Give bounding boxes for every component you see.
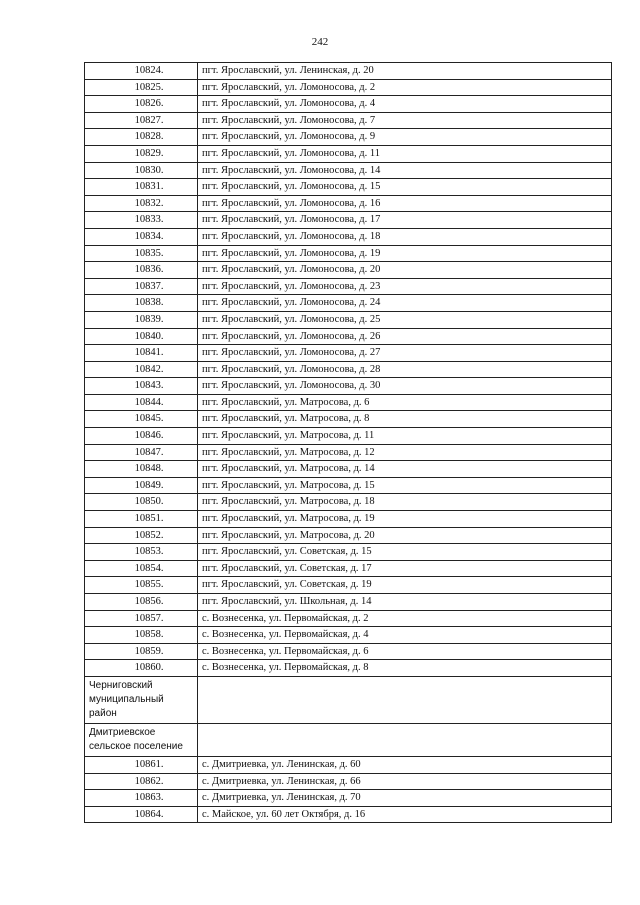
- table-row: [85, 195, 612, 212]
- row-number: 10834.: [85, 228, 198, 245]
- row-address: пгт. Ярославский, ул. Школьная, д. 14: [198, 594, 612, 611]
- address-table-body: [85, 63, 612, 677]
- section-row-district: [85, 676, 612, 723]
- row-number: 10825.: [85, 79, 198, 96]
- table-row: [85, 461, 612, 478]
- section-label-district: Черниговский муниципальный район: [85, 676, 198, 723]
- row-address: пгт. Ярославский, ул. Матросова, д. 6: [198, 394, 612, 411]
- row-number: 10827.: [85, 112, 198, 129]
- row-number: 10841.: [85, 345, 198, 362]
- table-row: [85, 411, 612, 428]
- table-row: [85, 627, 612, 644]
- table-row: [85, 610, 612, 627]
- table-row: [85, 112, 612, 129]
- row-number: 10843.: [85, 378, 198, 395]
- table-row: [85, 756, 612, 773]
- address-table: [84, 62, 612, 823]
- row-number: 10852.: [85, 527, 198, 544]
- row-number: 10830.: [85, 162, 198, 179]
- row-address: пгт. Ярославский, ул. Ломоносова, д. 23: [198, 278, 612, 295]
- row-number: 10860.: [85, 660, 198, 677]
- row-address: пгт. Ярославский, ул. Ленинская, д. 20: [198, 63, 612, 80]
- table-row: [85, 594, 612, 611]
- row-address: пгт. Ярославский, ул. Ломоносова, д. 9: [198, 129, 612, 146]
- row-address: пгт. Ярославский, ул. Ломоносова, д. 2: [198, 79, 612, 96]
- row-address: с. Дмитриевка, ул. Ленинская, д. 70: [198, 790, 612, 807]
- table-row: [85, 96, 612, 113]
- row-address: пгт. Ярославский, ул. Матросова, д. 15: [198, 477, 612, 494]
- row-address: с. Дмитриевка, ул. Ленинская, д. 60: [198, 756, 612, 773]
- table-row: [85, 228, 612, 245]
- table-row: [85, 63, 612, 80]
- row-number: 10849.: [85, 477, 198, 494]
- table-row: [85, 378, 612, 395]
- row-number: 10829.: [85, 145, 198, 162]
- address-table-body-2: [85, 756, 612, 822]
- row-address: пгт. Ярославский, ул. Ломоносова, д. 26: [198, 328, 612, 345]
- table-row: [85, 527, 612, 544]
- row-address: пгт. Ярославский, ул. Ломоносова, д. 14: [198, 162, 612, 179]
- table-row: [85, 444, 612, 461]
- row-address: пгт. Ярославский, ул. Ломоносова, д. 19: [198, 245, 612, 262]
- table-row: [85, 79, 612, 96]
- row-address: пгт. Ярославский, ул. Ломоносова, д. 17: [198, 212, 612, 229]
- row-address: пгт. Ярославский, ул. Ломоносова, д. 27: [198, 345, 612, 362]
- table-row: [85, 394, 612, 411]
- row-address: пгт. Ярославский, ул. Ломоносова, д. 7: [198, 112, 612, 129]
- row-number: 10826.: [85, 96, 198, 113]
- row-address: пгт. Ярославский, ул. Ломоносова, д. 15: [198, 179, 612, 196]
- table-row: [85, 790, 612, 807]
- row-number: 10824.: [85, 63, 198, 80]
- row-number: 10846.: [85, 428, 198, 445]
- row-address: пгт. Ярославский, ул. Советская, д. 19: [198, 577, 612, 594]
- table-row: [85, 806, 612, 823]
- row-address: с. Вознесенка, ул. Первомайская, д. 8: [198, 660, 612, 677]
- row-address: пгт. Ярославский, ул. Матросова, д. 12: [198, 444, 612, 461]
- row-address: пгт. Ярославский, ул. Советская, д. 17: [198, 560, 612, 577]
- row-number: 10863.: [85, 790, 198, 807]
- table-row: [85, 212, 612, 229]
- row-number: 10833.: [85, 212, 198, 229]
- row-address: пгт. Ярославский, ул. Матросова, д. 19: [198, 511, 612, 528]
- row-address: пгт. Ярославский, ул. Ломоносова, д. 20: [198, 262, 612, 279]
- row-number: 10858.: [85, 627, 198, 644]
- table-row: [85, 278, 612, 295]
- table-row: [85, 328, 612, 345]
- row-number: 10837.: [85, 278, 198, 295]
- row-number: 10847.: [85, 444, 198, 461]
- table-row: [85, 295, 612, 312]
- section-empty-cell: [198, 723, 612, 756]
- row-address: с. Вознесенка, ул. Первомайская, д. 2: [198, 610, 612, 627]
- row-address: пгт. Ярославский, ул. Ломоносова, д. 30: [198, 378, 612, 395]
- row-number: 10856.: [85, 594, 198, 611]
- section-empty-cell: [198, 676, 612, 723]
- row-address: с. Майское, ул. 60 лет Октября, д. 16: [198, 806, 612, 823]
- row-number: 10859.: [85, 643, 198, 660]
- row-address: с. Вознесенка, ул. Первомайская, д. 6: [198, 643, 612, 660]
- table-row: [85, 262, 612, 279]
- row-number: 10861.: [85, 756, 198, 773]
- row-number: 10831.: [85, 179, 198, 196]
- row-address: пгт. Ярославский, ул. Ломоносова, д. 4: [198, 96, 612, 113]
- row-address: пгт. Ярославский, ул. Матросова, д. 8: [198, 411, 612, 428]
- row-address: с. Вознесенка, ул. Первомайская, д. 4: [198, 627, 612, 644]
- row-address: пгт. Ярославский, ул. Матросова, д. 11: [198, 428, 612, 445]
- row-address: пгт. Ярославский, ул. Ломоносова, д. 11: [198, 145, 612, 162]
- row-number: 10838.: [85, 295, 198, 312]
- row-address: пгт. Ярославский, ул. Матросова, д. 20: [198, 527, 612, 544]
- table-row: [85, 643, 612, 660]
- section-label-settlement: Дмитриевское сельское поселение: [85, 723, 198, 756]
- row-address: пгт. Ярославский, ул. Ломоносова, д. 24: [198, 295, 612, 312]
- table-row: [85, 345, 612, 362]
- table-row: [85, 660, 612, 677]
- district-section: [85, 676, 612, 756]
- table-row: [85, 162, 612, 179]
- table-row: [85, 179, 612, 196]
- row-number: 10845.: [85, 411, 198, 428]
- table-row: [85, 773, 612, 790]
- row-number: 10848.: [85, 461, 198, 478]
- row-address: пгт. Ярославский, ул. Матросова, д. 18: [198, 494, 612, 511]
- table-row: [85, 145, 612, 162]
- table-row: [85, 544, 612, 561]
- row-address: пгт. Ярославский, ул. Ломоносова, д. 18: [198, 228, 612, 245]
- row-address: пгт. Ярославский, ул. Матросова, д. 14: [198, 461, 612, 478]
- row-number: 10835.: [85, 245, 198, 262]
- row-number: 10857.: [85, 610, 198, 627]
- table-row: [85, 477, 612, 494]
- row-number: 10854.: [85, 560, 198, 577]
- row-number: 10855.: [85, 577, 198, 594]
- row-address: пгт. Ярославский, ул. Ломоносова, д. 28: [198, 361, 612, 378]
- row-number: 10844.: [85, 394, 198, 411]
- row-number: 10862.: [85, 773, 198, 790]
- table-row: [85, 245, 612, 262]
- row-number: 10851.: [85, 511, 198, 528]
- row-number: 10850.: [85, 494, 198, 511]
- row-number: 10853.: [85, 544, 198, 561]
- row-number: 10836.: [85, 262, 198, 279]
- row-number: 10840.: [85, 328, 198, 345]
- section-row-settlement: [85, 723, 612, 756]
- row-number: 10828.: [85, 129, 198, 146]
- table-row: [85, 560, 612, 577]
- table-row: [85, 494, 612, 511]
- row-address: с. Дмитриевка, ул. Ленинская, д. 66: [198, 773, 612, 790]
- row-address: пгт. Ярославский, ул. Советская, д. 15: [198, 544, 612, 561]
- row-number: 10832.: [85, 195, 198, 212]
- row-address: пгт. Ярославский, ул. Ломоносова, д. 16: [198, 195, 612, 212]
- row-number: 10839.: [85, 311, 198, 328]
- table-row: [85, 361, 612, 378]
- row-address: пгт. Ярославский, ул. Ломоносова, д. 25: [198, 311, 612, 328]
- table-row: [85, 428, 612, 445]
- table-row: [85, 311, 612, 328]
- row-number: 10842.: [85, 361, 198, 378]
- row-number: 10864.: [85, 806, 198, 823]
- table-row: [85, 129, 612, 146]
- table-row: [85, 577, 612, 594]
- page-number: 242: [311, 36, 329, 48]
- table-row: [85, 511, 612, 528]
